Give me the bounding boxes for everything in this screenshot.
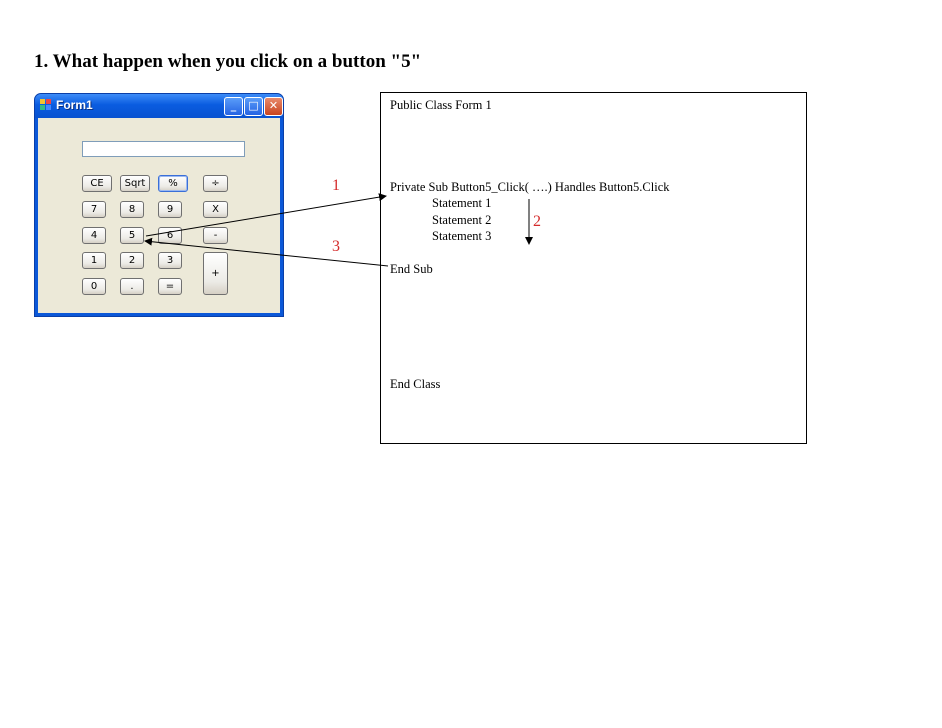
multiply-button[interactable]: X xyxy=(203,201,228,218)
statement-3: Statement 3 xyxy=(432,229,492,243)
sub-declaration: Private Sub Button5_Click( ….) Handles Button5.Click xyxy=(390,180,670,194)
statement-2: Statement 2 xyxy=(432,213,492,227)
class-declaration: Public Class Form 1 xyxy=(390,98,492,112)
step-2-label: 2 xyxy=(533,213,541,230)
button-6[interactable]: 6 xyxy=(158,227,182,244)
button-4[interactable]: 4 xyxy=(82,227,106,244)
button-2[interactable]: 2 xyxy=(120,252,144,269)
divide-button[interactable]: ÷ xyxy=(203,175,228,192)
ce-button[interactable]: CE xyxy=(82,175,112,192)
minus-button[interactable]: - xyxy=(203,227,228,244)
dot-button[interactable]: . xyxy=(120,278,144,295)
button-0[interactable]: 0 xyxy=(82,278,106,295)
end-class: End Class xyxy=(390,377,441,391)
button-1[interactable]: 1 xyxy=(82,252,106,269)
button-8[interactable]: 8 xyxy=(120,201,144,218)
arrow-3 xyxy=(145,241,388,266)
arrow-1 xyxy=(146,196,386,236)
button-5[interactable]: 5 xyxy=(120,227,144,244)
close-button[interactable]: ✕ xyxy=(264,97,283,116)
page-heading: 1. What happen when you click on a button "5" xyxy=(34,51,422,72)
minimize-button[interactable]: _ xyxy=(224,97,243,116)
maximize-button[interactable]: □ xyxy=(244,97,263,116)
step-1-label: 1 xyxy=(332,177,340,194)
plus-button[interactable]: + xyxy=(203,252,228,295)
button-3[interactable]: 3 xyxy=(158,252,182,269)
statement-1: Statement 1 xyxy=(432,196,492,210)
window-title: Form1 xyxy=(56,98,93,112)
percent-button[interactable]: % xyxy=(158,175,188,192)
button-9[interactable]: 9 xyxy=(158,201,182,218)
end-sub: End Sub xyxy=(390,262,433,276)
equals-button[interactable]: = xyxy=(158,278,182,295)
sqrt-button[interactable]: Sqrt xyxy=(120,175,150,192)
button-7[interactable]: 7 xyxy=(82,201,106,218)
step-3-label: 3 xyxy=(332,238,340,255)
